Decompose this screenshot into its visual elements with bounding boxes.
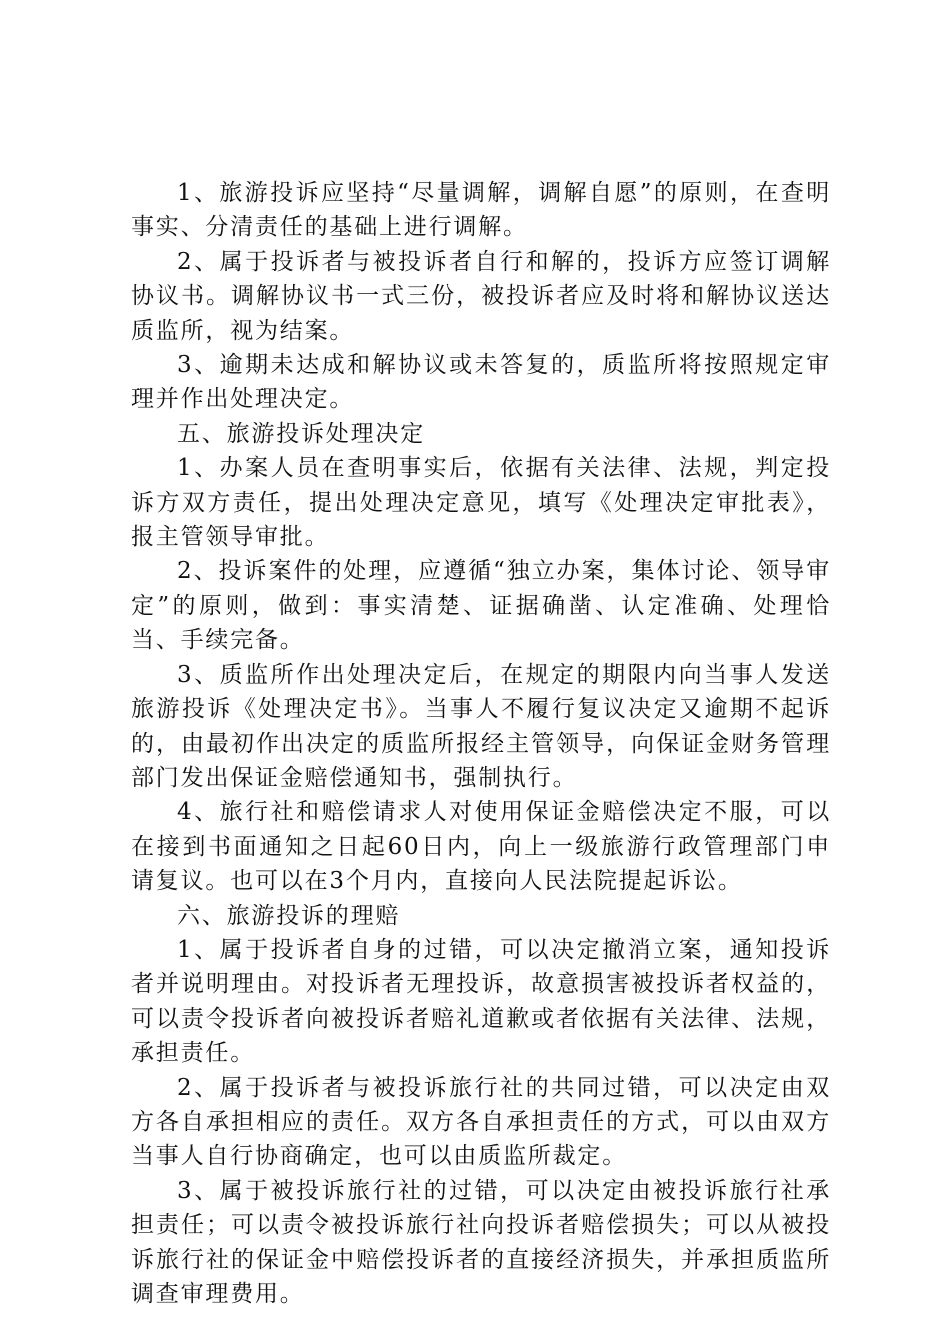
paragraph-claims-3: 3、属于被投诉旅行社的过错，可以决定由被投诉旅行社承担责任；可以责令被投诉旅行社向投诉者赔偿损失；可以从被投诉旅行社的保证金中赔偿投诉者的直接经济损失，并承担质监所调查审理费用。	[131, 1177, 831, 1307]
section-heading-claims: 六、旅游投诉的理赔	[177, 902, 401, 929]
section-heading-decision: 五、旅游投诉处理决定	[177, 420, 425, 447]
document-body	[131, 176, 831, 1311]
paragraph-claims-1: 1、属于投诉者自身的过错，可以决定撤消立案，通知投诉者并说明理由。对投诉者无理投诉，故意损害被投诉者权益的，可以责令投诉者向被投诉者赔礼道歉或者依据有关法律、法规，承担责任。	[131, 936, 831, 1067]
paragraph-claims-2: 2、属于投诉者与被投诉旅行社的共同过错，可以决定由双方各自承担相应的责任。双方各自承担责任的方式，可以由双方当事人自行协商确定，也可以由质监所裁定。	[131, 1074, 831, 1170]
paragraph-mediation-principle: 1、旅游投诉应坚持“尽量调解，调解自愿”的原则，在查明事实、分清责任的基础上进行调解。	[131, 180, 831, 241]
paragraph-decision-3: 3、质监所作出处理决定后，在规定的期限内向当事人发送旅游投诉《处理决定书》。当事人不履行复议决定又逾期不起诉的，由最初作出决定的质监所报经主管领导，向保证金财务管理部门发出保证金赔偿通知书，强制执行。	[131, 661, 831, 791]
paragraph-mediation-agreement: 2、属于投诉者与被投诉者自行和解的，投诉方应签订调解协议书。调解协议书一式三份，被投诉者应及时将和解协议送达质监所，视为结案。	[131, 248, 831, 344]
paragraph-decision-2: 2、投诉案件的处理，应遵循“独立办案，集体讨论、领导审定”的原则，做到：事实清楚、证据确凿、认定准确、处理恰当、手续完备。	[131, 558, 831, 654]
paragraph-decision-1: 1、办案人员在查明事实后，依据有关法律、法规，判定投诉方双方责任，提出处理决定意见，填写《处理决定审批表》，报主管领导审批。	[131, 455, 831, 551]
paragraph-decision-4: 4、旅行社和赔偿请求人对使用保证金赔偿决定不服，可以在接到书面通知之日起60日内，向上一级旅游行政管理部门申请复议。也可以在3个月内，直接向人民法院提起诉讼。	[131, 799, 831, 895]
paragraph-overdue-mediation: 3、逾期未达成和解协议或未答复的，质监所将按照规定审理并作出处理决定。	[131, 352, 831, 413]
